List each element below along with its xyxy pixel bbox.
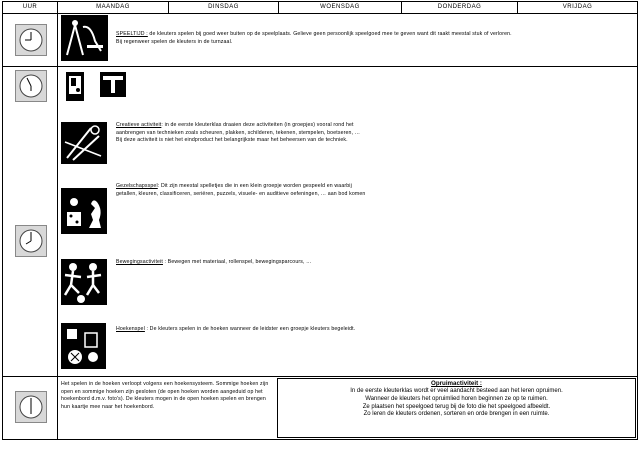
activity-creative-text: : in de eerste kleuterklas draaien deze activiteiten (in groepjes) vooral rond het aanbrengen van technieken zoals scheuren, plakken, schilderen, tekenen, stempelen, boetseren, … (116, 122, 361, 136)
time-cell (3, 13, 58, 66)
time-cell (3, 377, 58, 439)
activity-boardgame-title: Gezelschapsspel (116, 183, 158, 189)
cleanup-box (277, 378, 636, 438)
activity-creative-title: Creatieve activiteit (116, 122, 162, 128)
movement-icon (61, 259, 107, 305)
header-donderdag: DONDERDAG (402, 2, 518, 13)
activity-movement (116, 259, 366, 267)
corner-play-icon (61, 323, 106, 369)
speeltijd-line2: Bij regenweer spelen de kleuters in de turnzaal. (116, 38, 233, 45)
header-uur: UUR (3, 2, 58, 13)
speeltijd-title: SPEELTIJD : (116, 31, 148, 37)
cleanup-title: Opruimactiviteit : (431, 380, 482, 387)
cleanup-line: Wanneer de kleuters het opruimlied horen beginnen ze op te ruimen. (365, 395, 548, 402)
clock-icon (15, 391, 47, 423)
timetable (2, 1, 638, 440)
activity-corners (116, 326, 366, 334)
activity-creative-extra: Bij deze activiteit is niet het eindproduct het belangrijkste maar het beheersen van de techniek. (116, 137, 348, 144)
activity-boardgame-text: : Dit zijn meestal spelletjes die in een klein groepje worden gespeeld en waarbij getallen, kleuren, classificeren, seriëren, puzzels, visuele- en auditieve oefeningen, … aan bod komen (116, 183, 366, 197)
row-activities (3, 67, 637, 377)
speeltijd-line1: de kleuters spelen bij goed weer buiten op de speelplaats. Gelieve geen persoonlijk speelgoed mee te geven want dit raakt meestal stuk of verloren. (147, 31, 512, 37)
header-maandag: MAANDAG (58, 2, 169, 13)
activity-corners-title: Hoekenspel (116, 326, 145, 332)
activity-movement-text: : Bewegen met materiaal, rollenspel, bewegingsparcours, … (162, 259, 312, 265)
cleanup-line: Ze plaatsen het speelgoed terug bij de foto die het speelgoed afbeeldt. (362, 403, 551, 410)
row-speeltijd (3, 13, 637, 67)
table-icon (100, 72, 126, 97)
header-vrijdag: VRIJDAG (562, 4, 593, 10)
activity-boardgame (116, 183, 366, 198)
clock-icon (15, 225, 47, 257)
header-woensdag: WOENSDAG (279, 2, 402, 13)
clock-icon (15, 70, 47, 102)
group-work-icon (66, 72, 84, 101)
activity-movement-title: Bewegingsactiviteit (116, 259, 163, 265)
speeltijd-text (116, 31, 634, 46)
row-cleanup (3, 377, 637, 439)
cleanup-line: Zo leren de kleuters ordenen, sorteren en orde brengen in een ruimte. (363, 411, 550, 418)
header-dinsdag: DINSDAG (169, 2, 279, 13)
playground-icon (61, 15, 108, 61)
corner-system-text: Het spelen in de hoeken verloopt volgens een hoekensysteem. Sommige hoeken zijn open en sommige hoeken zijn gesloten (de open hoeken worden aangeduid op het hoekenbord d.m.v. foto's). De kleuters mogen in de open hoeken spelen en brengen hun kaartje mee naar het hoekenbord. (61, 381, 269, 410)
activity-corners-text: : De kleuters spelen in de hoeken wanneer de leidster een groepje kleuters begeleidt. (144, 326, 356, 332)
chess-dice-icon (61, 188, 107, 234)
cleanup-line: In de eerste kleuterklas wordt er veel aandacht besteed aan het leren opruimen. (350, 388, 563, 394)
clock-icon (15, 24, 47, 56)
time-cell (3, 67, 58, 376)
activity-creative (116, 122, 376, 145)
craft-tools-icon (61, 122, 107, 164)
